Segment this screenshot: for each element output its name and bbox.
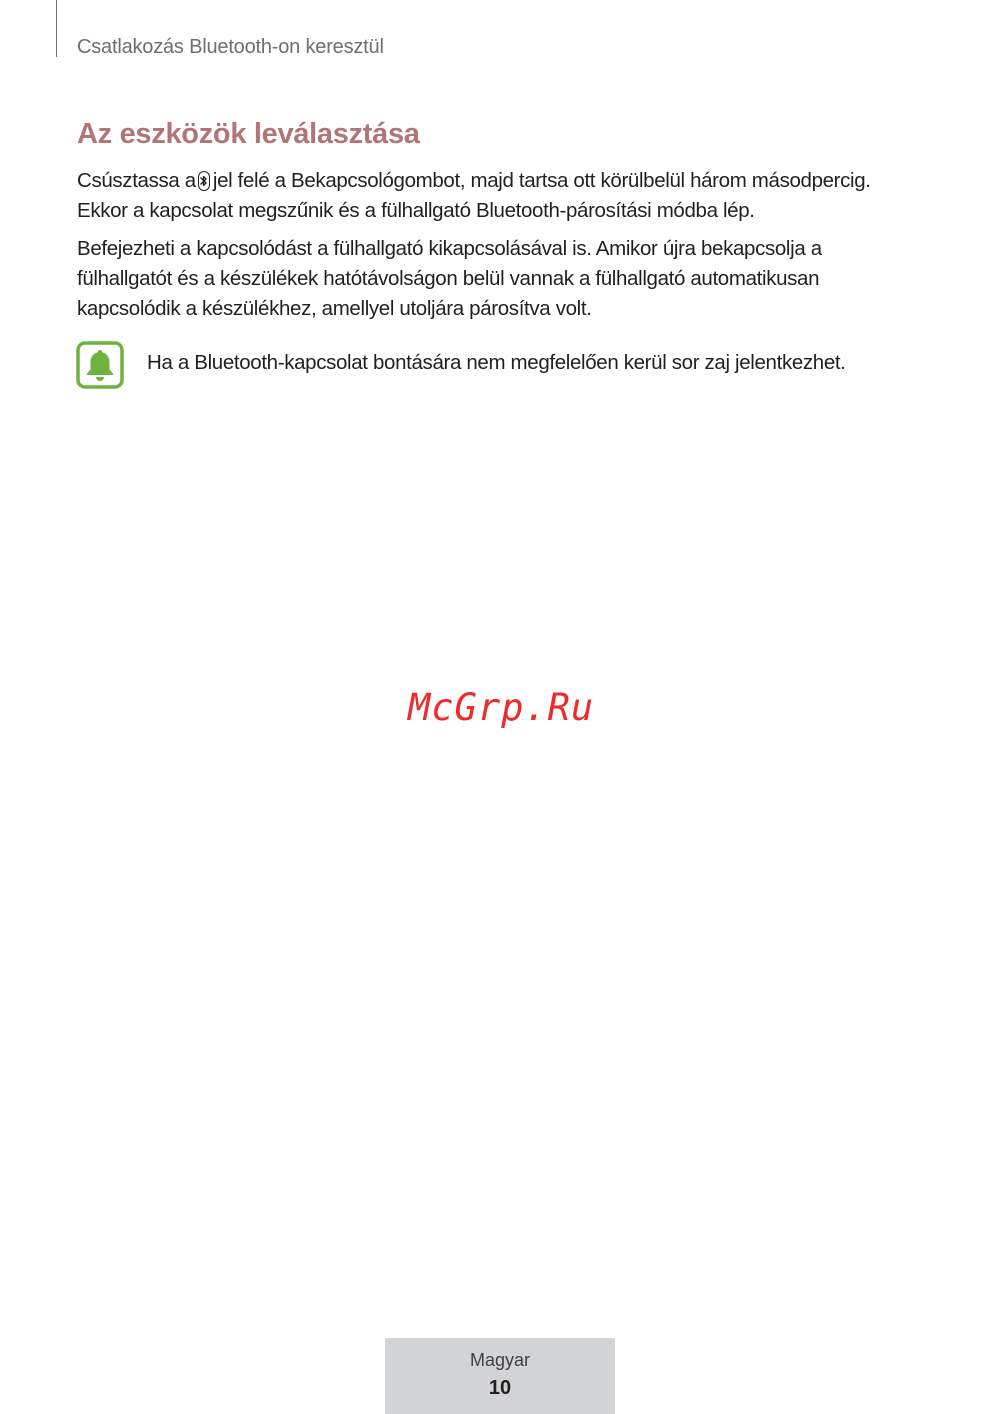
footer-language: Magyar [469, 1350, 531, 1370]
paragraph-line: Ekkor a kapcsolat megszűnik és a fülhallgató Bluetooth-párosítási módba lép. [77, 199, 755, 222]
paragraph-line: Befejezheti a kapcsolódást a fülhallgató kikapcsolásával is. Amikor újra bekapcsolja a [77, 237, 822, 260]
running-header: Csatlakozás Bluetooth-on keresztül [77, 36, 384, 58]
paragraph-line: fülhallgatót és a készülékek hatótávolságon belül vannak a fülhallgató automatikusan [77, 267, 820, 290]
section-title: Az eszközök leválasztása [77, 118, 420, 150]
text-before-icon: Csúsztassa a [77, 169, 196, 192]
paragraph-line [77, 166, 937, 196]
bluetooth-icon [198, 171, 210, 191]
page-number: 10 [488, 1377, 512, 1399]
bell-icon [76, 341, 124, 389]
page-footer [385, 1338, 615, 1414]
paragraph-line: kapcsolódik a készülékhez, amellyel utoljára párosítva volt. [77, 297, 592, 320]
paragraph-power-off [77, 234, 937, 324]
paragraph-slide-switch [77, 166, 937, 226]
watermark: McGrp.Ru [408, 686, 595, 729]
note-text: Ha a Bluetooth-kapcsolat bontására nem megfelelően kerül sor zaj jelentkezhet. [147, 351, 846, 374]
text-after-icon: jel felé a Bekapcsológombot, majd tartsa ott körülbelül három másodpercig. [212, 169, 871, 192]
header-divider [56, 0, 57, 57]
